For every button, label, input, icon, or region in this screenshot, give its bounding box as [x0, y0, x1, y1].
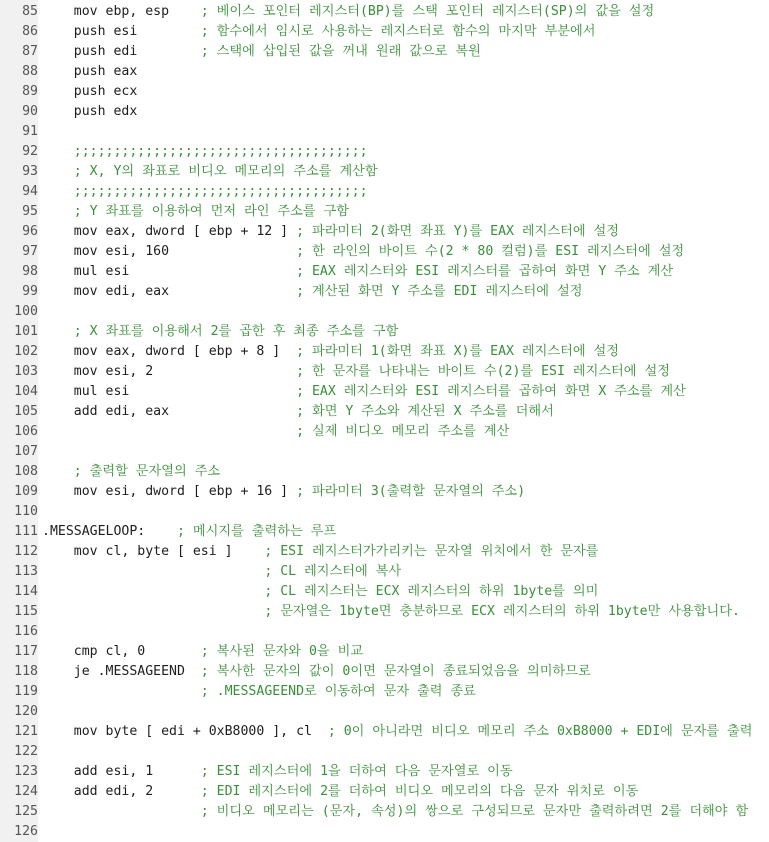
comment-text: ; EAX 레지스터와 ESI 레지스터를 곱하여 화면 Y 주소 계산: [296, 264, 674, 279]
instruction-text: mul esi: [42, 264, 297, 279]
code-line[interactable]: [0, 402, 769, 422]
code-text[interactable]: [42, 342, 619, 362]
instruction-text: [42, 584, 264, 599]
line-number: 118: [14, 664, 38, 679]
instruction-text: [42, 184, 74, 199]
line-number: 85: [22, 4, 38, 19]
instruction-text: je .MESSAGEEND: [42, 664, 201, 679]
comment-text: ; 복사된 문자와 0을 비교: [200, 644, 364, 659]
code-text[interactable]: [42, 142, 368, 162]
code-text[interactable]: [42, 602, 740, 622]
instruction-text: mov esi, 160: [42, 244, 297, 259]
comment-text: ; 출력할 문자열의 주소: [73, 464, 221, 479]
comment-text: ; 화면 Y 주소와 계산된 X 주소를 더해서: [296, 404, 554, 419]
code-text[interactable]: [42, 782, 638, 802]
code-line[interactable]: [0, 742, 769, 762]
code-line[interactable]: [0, 242, 769, 262]
line-number: 99: [22, 284, 38, 299]
line-number: 87: [22, 44, 38, 59]
code-text[interactable]: [42, 662, 591, 682]
code-line[interactable]: [0, 42, 769, 62]
line-number: 109: [14, 484, 38, 499]
instruction-text: [42, 144, 74, 159]
code-text[interactable]: [42, 102, 137, 122]
code-line[interactable]: [0, 462, 769, 482]
line-number: 89: [22, 84, 38, 99]
code-line[interactable]: [0, 182, 769, 202]
instruction-text: add edi, 2: [42, 784, 201, 799]
instruction-text: add esi, 1: [42, 764, 201, 779]
instruction-text: [42, 684, 201, 699]
code-line[interactable]: [0, 122, 769, 142]
line-number: 97: [22, 244, 38, 259]
code-line[interactable]: [0, 142, 769, 162]
code-text[interactable]: [42, 762, 513, 782]
comment-text: ; EDI 레지스터에 2를 더하여 비디오 메모리의 다음 문자 위치로 이동: [200, 784, 639, 799]
code-line[interactable]: [0, 342, 769, 362]
line-number: 120: [14, 704, 38, 719]
instruction-text: push edx: [42, 104, 138, 119]
comment-text: ; 한 문자를 나타내는 바이트 수(2)를 ESI 레지스터에 설정: [296, 364, 670, 379]
line-number: 112: [14, 544, 38, 559]
code-text[interactable]: [42, 62, 137, 82]
code-line[interactable]: [0, 802, 769, 822]
code-line[interactable]: [0, 722, 769, 742]
code-line[interactable]: [0, 682, 769, 702]
instruction-text: [42, 464, 74, 479]
line-number: 125: [14, 804, 38, 819]
code-line[interactable]: [0, 22, 769, 42]
code-text[interactable]: [42, 2, 654, 22]
code-text[interactable]: [42, 562, 401, 582]
code-line[interactable]: [0, 582, 769, 602]
line-number: 110: [14, 504, 38, 519]
code-text[interactable]: [42, 802, 748, 822]
line-number: 114: [14, 584, 38, 599]
code-text[interactable]: [42, 162, 378, 182]
code-text[interactable]: [42, 22, 596, 42]
comment-text: ; 함수에서 임시로 사용하는 레지스터로 함수의 마지막 부분에서: [200, 24, 596, 39]
code-line[interactable]: [0, 622, 769, 642]
comment-text: ; 계산된 화면 Y 주소를 EDI 레지스터에 설정: [296, 284, 583, 299]
comment-text: ; CL 레지스터는 ECX 레지스터의 하위 1byte를 의미: [264, 584, 599, 599]
code-text[interactable]: [42, 582, 598, 602]
comment-text: ; 실제 비디오 메모리 주소를 계산: [296, 424, 510, 439]
line-number: 88: [22, 64, 38, 79]
instruction-text: mov edi, eax: [42, 284, 297, 299]
line-number: 122: [14, 744, 38, 759]
comment-text: ; 문자열은 1byte면 충분하므로 ECX 레지스터의 하위 1byte만 사용합니다.: [264, 604, 740, 619]
code-text[interactable]: [42, 642, 363, 662]
instruction-text: [42, 324, 74, 339]
code-text[interactable]: [42, 362, 670, 382]
instruction-text: .MESSAGELOOP:: [42, 524, 177, 539]
code-line[interactable]: [0, 382, 769, 402]
comment-text: ; .MESSAGEEND로 이동하여 문자 출력 종료: [200, 684, 476, 699]
line-number: 100: [14, 304, 38, 319]
instruction-text: cmp cl, 0: [42, 644, 201, 659]
code-line[interactable]: [0, 442, 769, 462]
line-number: 106: [14, 424, 38, 439]
code-line[interactable]: [0, 302, 769, 322]
code-text[interactable]: [42, 182, 368, 202]
line-number: 121: [14, 724, 38, 739]
code-line[interactable]: [0, 662, 769, 682]
code-text[interactable]: [42, 282, 582, 302]
code-line[interactable]: [0, 162, 769, 182]
instruction-text: mov eax, dword [ ebp + 12 ]: [42, 224, 297, 239]
line-number: 90: [22, 104, 38, 119]
line-number: 101: [14, 324, 38, 339]
comment-text: ; 파라미터 2(화면 좌표 Y)를 EAX 레지스터에 설정: [296, 224, 619, 239]
comment-text: ; 파라미터 1(화면 좌표 X)를 EAX 레지스터에 설정: [296, 344, 619, 359]
comment-text: ; X, Y의 좌표로 비디오 메모리의 주소를 계산함: [73, 164, 378, 179]
comment-text: ; Y 좌표를 이용하여 먼저 라인 주소를 구함: [73, 204, 350, 219]
comment-text: ; ESI 레지스터에 1을 더하여 다음 문자열로 이동: [200, 764, 513, 779]
code-line[interactable]: [0, 262, 769, 282]
instruction-text: mul esi: [42, 384, 297, 399]
line-number: 123: [14, 764, 38, 779]
code-lines[interactable]: [0, 2, 769, 842]
code-line[interactable]: [0, 102, 769, 122]
instruction-text: add edi, eax: [42, 404, 297, 419]
comment-text: ;;;;;;;;;;;;;;;;;;;;;;;;;;;;;;;;;;;;;: [73, 144, 368, 159]
line-number: 108: [14, 464, 38, 479]
code-line[interactable]: [0, 642, 769, 662]
line-number: 91: [22, 124, 38, 139]
code-line[interactable]: [0, 782, 769, 802]
code-line[interactable]: [0, 762, 769, 782]
code-text[interactable]: [42, 222, 619, 242]
line-number: 124: [14, 784, 38, 799]
code-text[interactable]: [42, 382, 686, 402]
comment-text: ; 복사한 문자의 값이 0이면 문자열이 종료되었음을 의미하므로: [200, 664, 591, 679]
instruction-text: push edi: [42, 44, 201, 59]
comment-text: ; 스택에 삽입된 값을 꺼내 원래 값으로 복원: [200, 44, 481, 59]
comment-text: ; 베이스 포인터 레지스터(BP)를 스택 포인터 레지스터(SP)의 값을 설정: [200, 4, 655, 19]
instruction-text: mov cl, byte [ esi ]: [42, 544, 265, 559]
comment-text: ; 한 라인의 바이트 수(2 * 80 컬럼)를 ESI 레지스터에 설정: [296, 244, 685, 259]
code-text[interactable]: [42, 462, 220, 482]
instruction-text: push esi: [42, 24, 201, 39]
comment-text: ; CL 레지스터에 복사: [264, 564, 402, 579]
code-text[interactable]: [42, 422, 509, 442]
instruction-text: mov esi, 2: [42, 364, 297, 379]
code-line[interactable]: [0, 62, 769, 82]
instruction-text: [42, 564, 264, 579]
comment-text: ; ESI 레지스터가가리키는 문자열 위치에서 한 문자를: [264, 544, 599, 559]
code-line[interactable]: [0, 282, 769, 302]
code-text[interactable]: [42, 402, 554, 422]
comment-text: ; 메시지를 출력하는 루프: [176, 524, 337, 539]
code-line[interactable]: [0, 502, 769, 522]
line-number: 98: [22, 264, 38, 279]
comment-text: ; X 좌표를 이용해서 2를 곱한 후 최종 주소를 구함: [73, 324, 399, 339]
line-number: 102: [14, 344, 38, 359]
code-line[interactable]: [0, 322, 769, 342]
code-text[interactable]: [42, 242, 684, 262]
instruction-text: push ecx: [42, 84, 138, 99]
instruction-text: [42, 804, 201, 819]
line-number: 103: [14, 364, 38, 379]
line-number: 96: [22, 224, 38, 239]
line-number: 105: [14, 404, 38, 419]
instruction-text: [42, 424, 296, 439]
line-number: 86: [22, 24, 38, 39]
line-number: 119: [14, 684, 38, 699]
line-number: 95: [22, 204, 38, 219]
code-line[interactable]: [0, 222, 769, 242]
instruction-text: push eax: [42, 64, 138, 79]
line-number: 111: [14, 524, 38, 539]
code-line[interactable]: [0, 522, 769, 542]
code-text[interactable]: [42, 322, 398, 342]
comment-text: ; 비디오 메모리는 (문자, 속성)의 쌍으로 구성되므로 문자만 출력하려면 2를 더해야 함: [200, 804, 749, 819]
line-number: 116: [14, 624, 38, 639]
instruction-text: mov esi, dword [ ebp + 16 ]: [42, 484, 297, 499]
code-line[interactable]: [0, 422, 769, 442]
instruction-text: mov byte [ edi + 0xB8000 ], cl: [42, 724, 328, 739]
line-number: 93: [22, 164, 38, 179]
code-text[interactable]: [42, 82, 137, 102]
code-line[interactable]: [0, 482, 769, 502]
code-line[interactable]: [0, 2, 769, 22]
line-number: 104: [14, 384, 38, 399]
code-text[interactable]: [42, 682, 476, 702]
instruction-text: [42, 604, 264, 619]
code-line[interactable]: [0, 542, 769, 562]
code-text[interactable]: [42, 262, 673, 282]
comment-text: ; EAX 레지스터와 ESI 레지스터를 곱하여 화면 X 주소를 계산: [296, 384, 686, 399]
line-number: 94: [22, 184, 38, 199]
code-line[interactable]: [0, 702, 769, 722]
line-number: 113: [14, 564, 38, 579]
code-line[interactable]: [0, 362, 769, 382]
code-line[interactable]: [0, 82, 769, 102]
code-text[interactable]: [42, 722, 752, 742]
code-line[interactable]: [0, 562, 769, 582]
line-number: 92: [22, 144, 38, 159]
comment-text: ; 0이 아니라면 비디오 메모리 주소 0xB8000 + EDI에 문자를 출력: [327, 724, 753, 739]
comment-text: ; 파라미터 3(출력할 문자열의 주소): [296, 484, 526, 499]
comment-text: ;;;;;;;;;;;;;;;;;;;;;;;;;;;;;;;;;;;;;: [73, 184, 368, 199]
line-number: 107: [14, 444, 38, 459]
instruction-text: [42, 164, 74, 179]
code-text[interactable]: [42, 542, 599, 562]
code-text[interactable]: [42, 202, 349, 222]
instruction-text: mov ebp, esp: [42, 4, 201, 19]
line-number: 126: [14, 824, 38, 839]
code-line[interactable]: [0, 202, 769, 222]
line-number: 115: [14, 604, 38, 619]
code-text[interactable]: [42, 42, 481, 62]
code-line[interactable]: [0, 602, 769, 622]
code-text[interactable]: [42, 522, 336, 542]
instruction-text: [42, 204, 74, 219]
instruction-text: mov eax, dword [ ebp + 8 ]: [42, 344, 297, 359]
code-text[interactable]: [42, 482, 525, 502]
line-number: 117: [14, 644, 38, 659]
code-line[interactable]: [0, 822, 769, 842]
